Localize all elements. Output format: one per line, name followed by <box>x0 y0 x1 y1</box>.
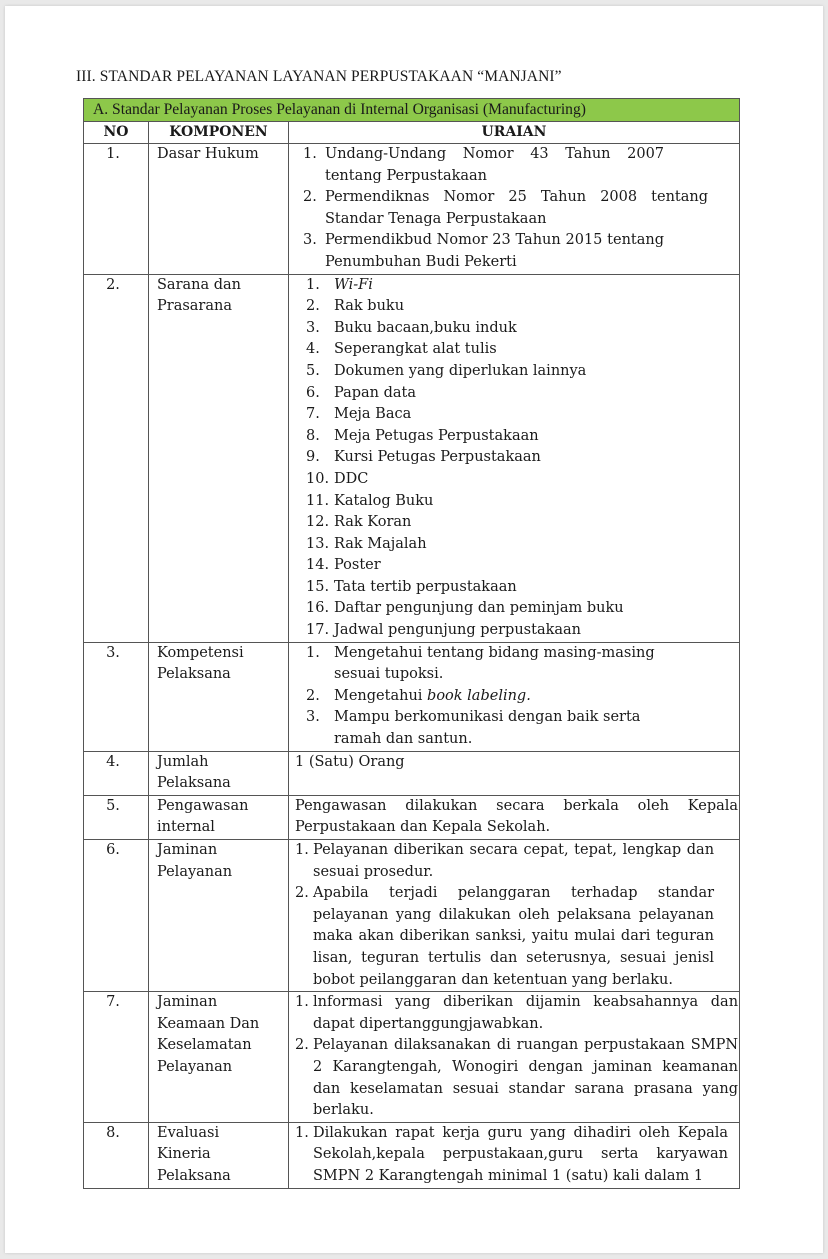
item-number: 1. <box>306 276 320 293</box>
item-number: 4. <box>306 341 320 358</box>
item-text: lnformasi yang diberikan dijamin keabsahannya dan dapat dipertanggungjawabkan. <box>313 994 739 1032</box>
list-item <box>295 840 738 883</box>
table-row <box>84 795 740 839</box>
header-row <box>84 122 740 144</box>
item-text: Dilakukan rapat kerja guru yang dihadiri oleh Kepala Sekolah,kepala perpustakaan,guru serta karyawan SMPN 2 Karangtengah minimal 1 (satu) kali dalam 1 <box>313 1124 729 1184</box>
table-row <box>84 751 740 795</box>
row-component: Sarana dan Prasarana <box>149 274 289 642</box>
row-number: 4. <box>84 751 149 795</box>
service-standard-table <box>83 98 740 1189</box>
item-number: 15. <box>306 578 330 595</box>
list-item <box>306 447 738 469</box>
item-number: 3. <box>306 709 320 726</box>
item-text-plain: Mengetahui <box>334 687 428 704</box>
item-text: Dokumen yang diperlukan lainnya <box>334 362 587 379</box>
row-number: 3. <box>84 642 149 751</box>
row-description: 1 (Satu) Orang <box>289 751 740 795</box>
item-number: 5. <box>306 362 320 379</box>
list-item <box>295 992 738 1035</box>
list-item <box>306 426 738 448</box>
list-item <box>306 404 738 426</box>
item-text: Papan data <box>334 384 417 401</box>
item-number: 10. <box>306 470 330 487</box>
item-number: 7. <box>306 406 320 423</box>
list-item <box>306 620 738 642</box>
row-number: 7. <box>84 992 149 1123</box>
list-item <box>306 577 738 599</box>
item-text: Permendikbud Nomor 23 Tahun 2015 tentang Penumbuhan Budi Pekerti <box>325 232 665 270</box>
list-item <box>306 598 738 620</box>
item-text: Permendiknas Nomor 25 Tahun 2008 tentang Standar Tenaga Perpustakaan <box>325 189 709 227</box>
list-item <box>306 686 738 708</box>
row-component: Jumlah Pelaksana <box>149 751 289 795</box>
list-item <box>306 534 738 556</box>
item-number: 2. <box>306 298 320 315</box>
row-description <box>289 274 740 642</box>
item-text: Rak Majalah <box>334 535 427 552</box>
table-row <box>84 642 740 751</box>
row-component: Pengawasan internal <box>149 795 289 839</box>
item-text: Rak buku <box>334 298 405 315</box>
item-text: Poster <box>334 557 381 574</box>
item-number: 3. <box>306 319 320 336</box>
table-row <box>84 274 740 642</box>
row-number: 2. <box>84 274 149 642</box>
row-number: 8. <box>84 1122 149 1188</box>
row-component: Dasar Hukum <box>149 144 289 275</box>
row-component: Jaminan Pelayanan <box>149 840 289 992</box>
document-page <box>5 6 823 1253</box>
item-number: 16. <box>306 600 330 617</box>
item-number: 2. <box>295 1037 309 1054</box>
table-row <box>84 144 740 275</box>
item-text: Pelayanan dilaksanakan di ruangan perpustakaan SMPN 2 Karangtengah, Wonogiri dengan jaminan keamanan dan keselamatan sesuai standar sarana prasana yang berlaku. <box>313 1037 739 1119</box>
table-row <box>84 1122 740 1188</box>
row-component: Evaluasi Kineria Pelaksana <box>149 1122 289 1188</box>
item-text: DDC <box>334 470 369 487</box>
item-text: Mampu berkomunikasi dengan baik serta ramah dan santun. <box>334 709 641 748</box>
header-komponen: KOMPONEN <box>149 122 289 144</box>
item-text: Rak Koran <box>334 514 412 531</box>
item-text: Undang-Undang Nomor 43 Tahun 2007 tentang Perpustakaan <box>325 146 665 184</box>
list-item <box>306 275 738 297</box>
row-description <box>289 840 740 992</box>
list-item <box>303 187 738 230</box>
item-number: 11. <box>306 492 330 509</box>
header-no: NO <box>84 122 149 144</box>
list-item <box>306 491 738 513</box>
item-text: Meja Baca <box>334 406 412 423</box>
item-number: 8. <box>306 427 320 444</box>
row-component: Jaminan Keamaan Dan Keselamatan Pelayanan <box>149 992 289 1123</box>
item-number: 2. <box>303 189 317 206</box>
list-item <box>306 383 738 405</box>
list-item <box>303 144 738 187</box>
list-item <box>306 643 738 686</box>
list-item <box>306 361 738 383</box>
item-text: Kursi Petugas Perpustakaan <box>334 449 541 466</box>
item-number: 14. <box>306 557 330 574</box>
list-item <box>295 1123 738 1188</box>
item-text: Tata tertib perpustakaan <box>334 578 517 595</box>
item-text: Jadwal pengunjung perpustakaan <box>334 622 582 639</box>
item-text: Pelayanan diberikan secara cepat, tepat, lengkap dan sesuai prosedur. <box>313 842 715 880</box>
item-text: Apabila terjadi pelanggaran terhadap standar pelayanan yang dilakukan oleh pelaksana pelayanan maka akan diberikan sanksi, yaitu mulai dari teguran lisan, teguran tertulis dan seterusnya, sesuai jenisl bobot peilanggaran dan ketentuan yang berlaku. <box>313 885 715 988</box>
item-number: 1. <box>295 994 309 1011</box>
item-text: Daftar pengunjung dan peminjam buku <box>334 600 624 617</box>
list-item <box>306 707 738 750</box>
item-number: 3. <box>303 232 317 249</box>
row-number: 5. <box>84 795 149 839</box>
section-heading: III. STANDAR PELAYANAN LAYANAN PERPUSTAKAAN “MANJANI” <box>76 68 562 85</box>
row-number: 6. <box>84 840 149 992</box>
list-item <box>306 469 738 491</box>
item-text: Mengetahui tentang bidang masing-masing sesuai tupoksi. <box>334 644 655 683</box>
item-text <box>334 686 738 708</box>
item-number: 1. <box>295 1124 309 1141</box>
list-item <box>306 318 738 340</box>
item-number: 9. <box>306 449 320 466</box>
item-number: 6. <box>306 384 320 401</box>
list-item <box>303 230 738 273</box>
table-title-row <box>84 99 740 122</box>
row-description: Pengawasan dilakukan secara berkala oleh Kepala Perpustakaan dan Kepala Sekolah. <box>289 795 740 839</box>
row-description <box>289 144 740 275</box>
list-item <box>295 1035 738 1121</box>
list-item <box>306 296 738 318</box>
row-description <box>289 642 740 751</box>
list-item <box>295 883 738 991</box>
item-text: Wi-Fi <box>334 276 373 293</box>
list-item <box>306 339 738 361</box>
list-item <box>306 512 738 534</box>
header-uraian: URAIAN <box>289 122 740 144</box>
item-text: Buku bacaan,buku induk <box>334 319 517 336</box>
item-text: Katalog Buku <box>334 492 434 509</box>
item-number: 2. <box>306 687 320 704</box>
item-number: 1. <box>306 644 320 661</box>
row-description <box>289 992 740 1123</box>
list-item <box>306 555 738 577</box>
item-number: 1. <box>295 842 309 858</box>
table-row <box>84 840 740 992</box>
item-text: Seperangkat alat tulis <box>334 341 497 358</box>
item-number: 1. <box>303 146 317 162</box>
item-text: Meja Petugas Perpustakaan <box>334 427 539 444</box>
table-title: A. Standar Pelayanan Proses Pelayanan di Internal Organisasi (Manufacturing) <box>84 99 740 122</box>
item-number: 13. <box>306 535 330 552</box>
item-text-italic: book labeling. <box>427 687 531 704</box>
item-number: 17. <box>306 622 330 639</box>
item-number: 12. <box>306 514 330 531</box>
table-row <box>84 992 740 1123</box>
item-number: 2. <box>295 885 309 902</box>
row-component: Kompetensi Pelaksana <box>149 642 289 751</box>
row-number: 1. <box>84 144 149 275</box>
row-description <box>289 1122 740 1188</box>
